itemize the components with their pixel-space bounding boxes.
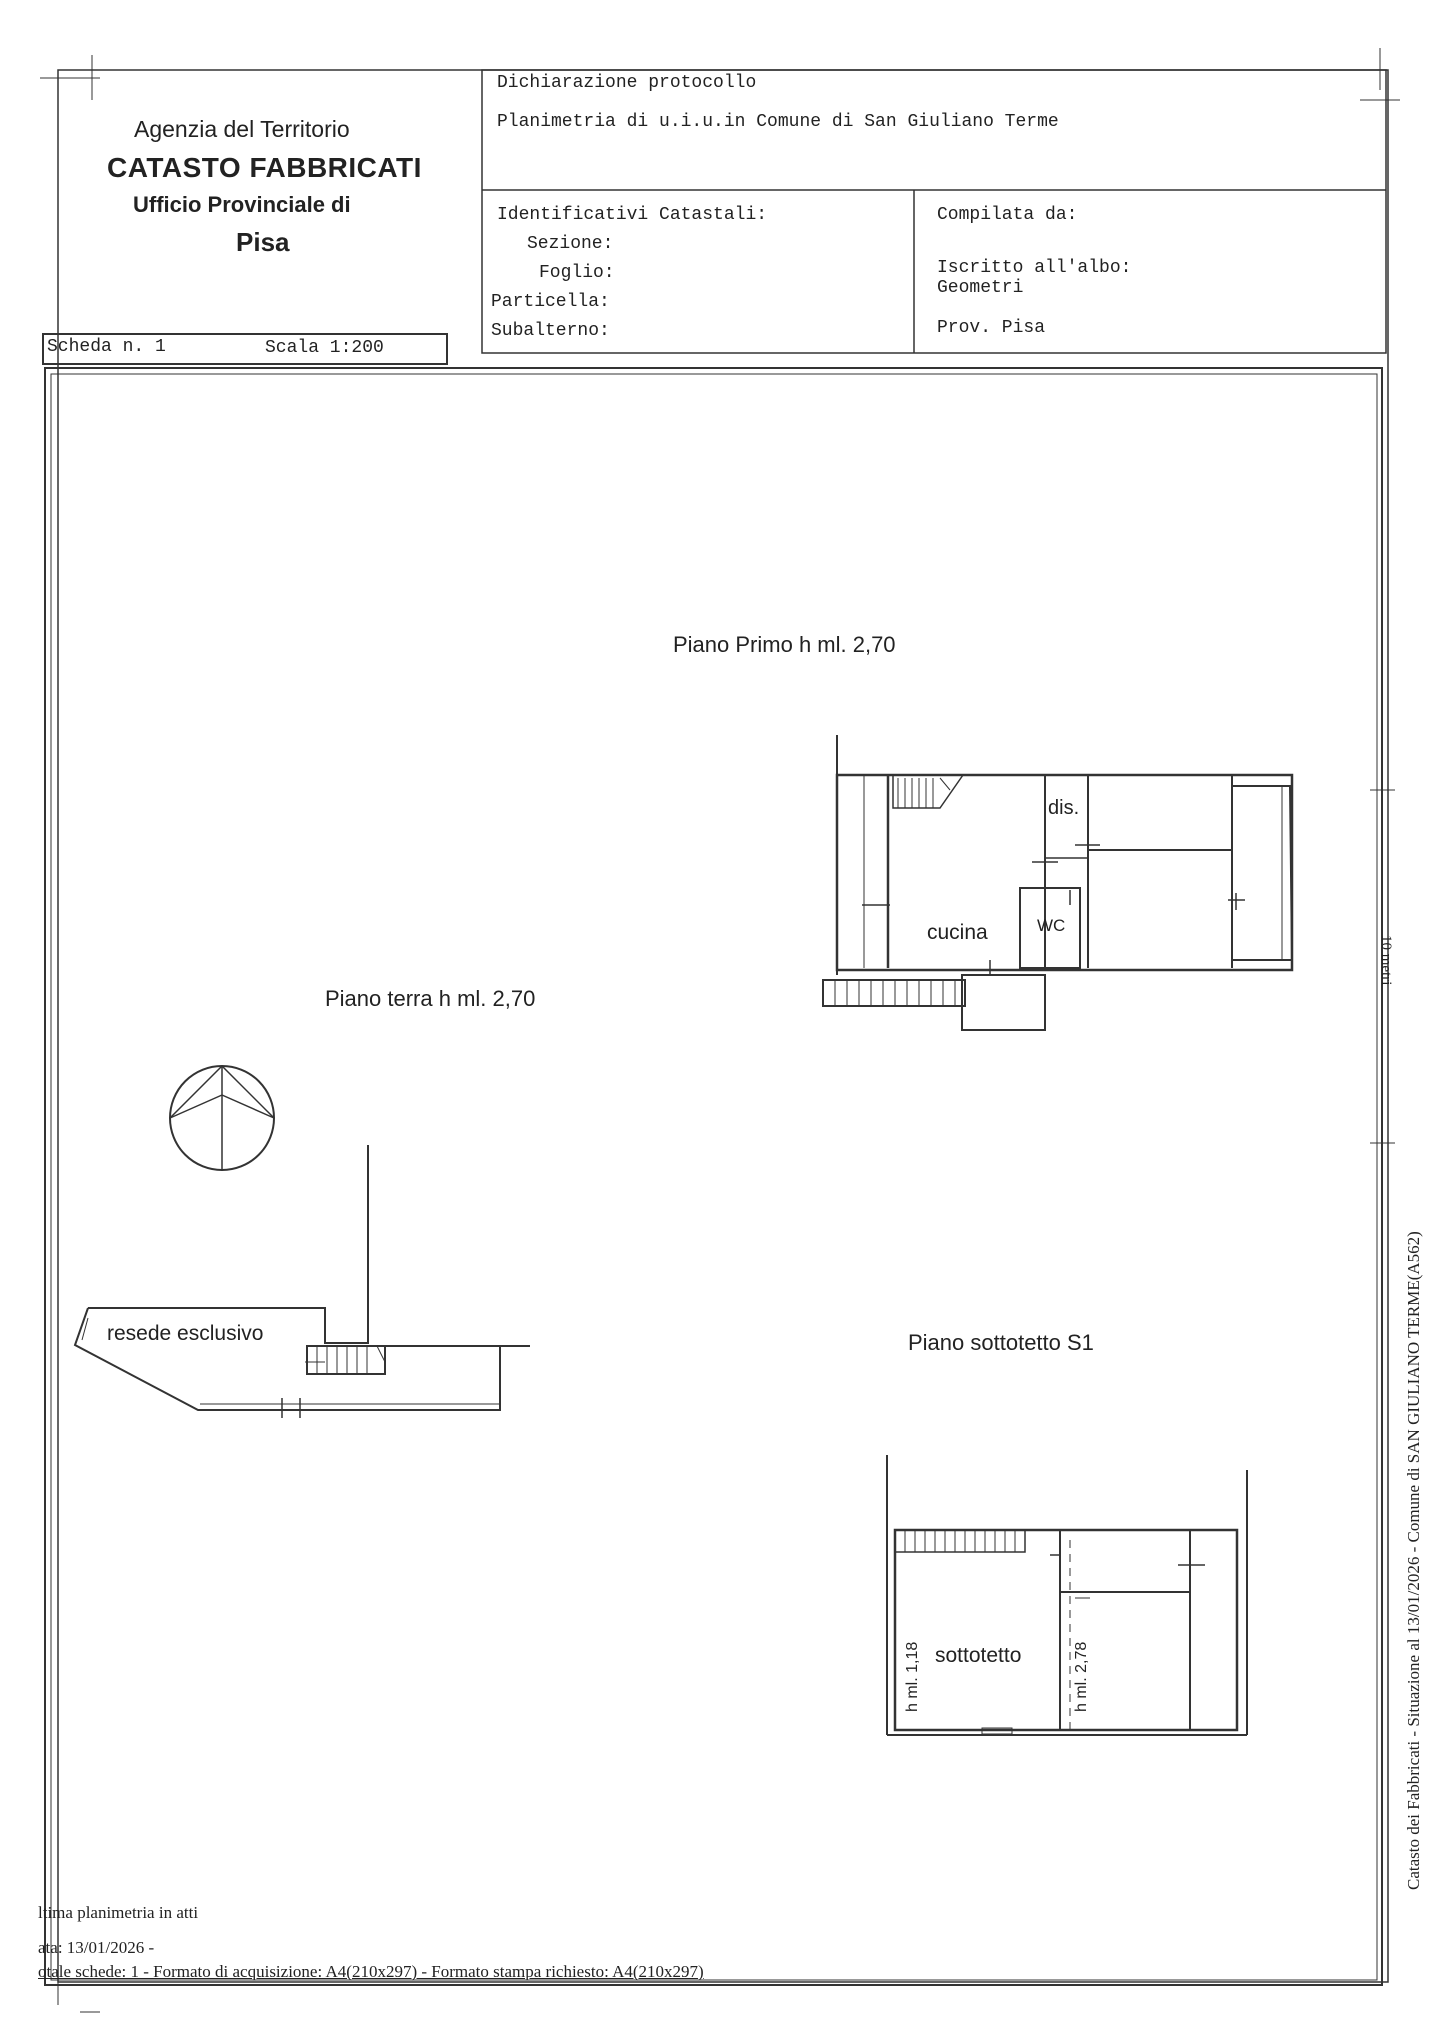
piano-terra-label: Piano terra h ml. 2,70 <box>325 986 536 1011</box>
subalterno-label: Subalterno: <box>491 321 610 341</box>
declaration-label: Dichiarazione protocollo <box>497 73 757 93</box>
scale-bar-label: 10 metri <box>1378 935 1394 986</box>
room-sottotetto-label: sottotetto <box>935 1644 1022 1667</box>
iscritto-label: Iscritto all'albo: <box>937 258 1132 278</box>
piano-sottotetto-label: Piano sottotetto S1 <box>908 1330 1094 1355</box>
prov-label: Prov. Pisa <box>937 318 1046 338</box>
footer-data: ata: 13/01/2026 - <box>38 1938 155 1957</box>
footer-totale: otale schede: 1 - Formato di acquisizione: A4(210x297) - Formato stampa richiesto: A4(210x297) <box>38 1962 704 1981</box>
particella-label: Particella: <box>491 292 610 312</box>
agency-name: Agenzia del Territorio <box>134 116 350 142</box>
province-name: Pisa <box>236 227 290 257</box>
compilata-label: Compilata da: <box>937 205 1078 225</box>
planimetria-label: Planimetria di u.i.u.in Comune di San Giuliano Terme <box>497 112 1059 132</box>
room-wc-label: WC <box>1037 916 1066 935</box>
piano-primo-label: Piano Primo h ml. 2,70 <box>673 632 896 657</box>
catasto-title: CATASTO FABBRICATI <box>107 152 422 183</box>
height-low-label: h ml. 1,18 <box>904 1641 921 1712</box>
scala-label: Scala 1:200 <box>265 338 384 358</box>
side-note: Catasto dei Fabbricati - Situazione al 13/01/2026 - Comune di SAN GIULIANO TERME(A562) <box>1404 1231 1423 1890</box>
room-dis-label: dis. <box>1048 797 1080 819</box>
identificativi-label: Identificativi Catastali: <box>497 205 768 225</box>
foglio-label: Foglio: <box>539 263 615 283</box>
footer-ultima: ltima planimetria in atti <box>38 1903 199 1922</box>
room-resede-label: resede esclusivo <box>107 1322 264 1345</box>
sezione-label: Sezione: <box>527 234 614 254</box>
geometri-label: Geometri <box>937 278 1024 298</box>
scheda-label: Scheda n. 1 <box>47 337 166 357</box>
room-cucina-label: cucina <box>927 921 988 944</box>
office-name: Ufficio Provinciale di <box>133 192 351 217</box>
height-high-label: h ml. 2,78 <box>1073 1641 1090 1712</box>
